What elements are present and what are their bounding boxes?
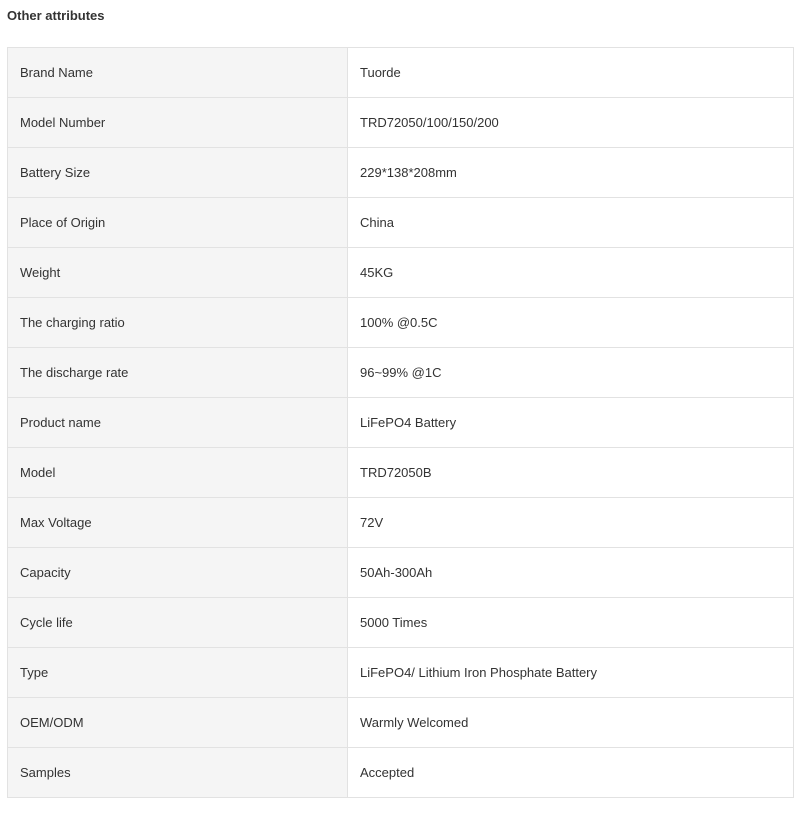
table-row bbox=[8, 348, 794, 398]
table-row bbox=[8, 98, 794, 148]
attribute-key: OEM/ODM bbox=[8, 698, 348, 748]
attribute-key: Place of Origin bbox=[8, 198, 348, 248]
table-row bbox=[8, 48, 794, 98]
table-row bbox=[8, 598, 794, 648]
attribute-value: 45KG bbox=[348, 248, 794, 298]
attribute-key: Product name bbox=[8, 398, 348, 448]
attribute-key: Brand Name bbox=[8, 48, 348, 98]
attribute-value: Tuorde bbox=[348, 48, 794, 98]
section-title: Other attributes bbox=[7, 8, 105, 23]
attribute-value: 50Ah-300Ah bbox=[348, 548, 794, 598]
table-row bbox=[8, 248, 794, 298]
attribute-key: Samples bbox=[8, 748, 348, 798]
attribute-value: TRD72050B bbox=[348, 448, 794, 498]
attributes-table bbox=[7, 47, 794, 798]
table-row bbox=[8, 448, 794, 498]
attribute-value: Accepted bbox=[348, 748, 794, 798]
attribute-key: Cycle life bbox=[8, 598, 348, 648]
attribute-value: China bbox=[348, 198, 794, 248]
attribute-key: Model bbox=[8, 448, 348, 498]
attribute-value: 72V bbox=[348, 498, 794, 548]
table-row bbox=[8, 148, 794, 198]
attribute-key: Model Number bbox=[8, 98, 348, 148]
attribute-value: 5000 Times bbox=[348, 598, 794, 648]
attribute-key: Type bbox=[8, 648, 348, 698]
attribute-value: 96~99% @1C bbox=[348, 348, 794, 398]
attribute-key: The charging ratio bbox=[8, 298, 348, 348]
attribute-key: The discharge rate bbox=[8, 348, 348, 398]
attribute-key: Max Voltage bbox=[8, 498, 348, 548]
table-row bbox=[8, 498, 794, 548]
table-row bbox=[8, 648, 794, 698]
table-row bbox=[8, 748, 794, 798]
table-row bbox=[8, 548, 794, 598]
attribute-value: LiFePO4 Battery bbox=[348, 398, 794, 448]
table-row bbox=[8, 198, 794, 248]
attribute-key: Weight bbox=[8, 248, 348, 298]
table-row bbox=[8, 398, 794, 448]
attribute-value: LiFePO4/ Lithium Iron Phosphate Battery bbox=[348, 648, 794, 698]
attribute-key: Battery Size bbox=[8, 148, 348, 198]
attribute-key: Capacity bbox=[8, 548, 348, 598]
attribute-value: 100% @0.5C bbox=[348, 298, 794, 348]
table-row bbox=[8, 298, 794, 348]
attribute-value: 229*138*208mm bbox=[348, 148, 794, 198]
attribute-value: TRD72050/100/150/200 bbox=[348, 98, 794, 148]
table-row bbox=[8, 698, 794, 748]
attribute-value: Warmly Welcomed bbox=[348, 698, 794, 748]
